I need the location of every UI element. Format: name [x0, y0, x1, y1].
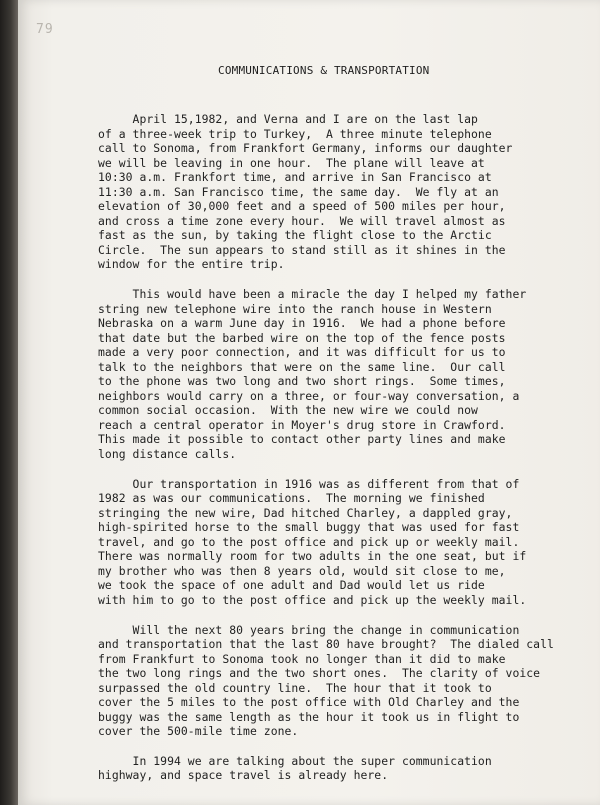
text-line: Nebraska on a warm June day in 1916. We had a phone before — [98, 316, 506, 331]
text-line: reach a central operator in Moyer's drug store in Crawford. — [98, 417, 506, 432]
page-title: COMMUNICATIONS & TRANSPORTATION — [218, 64, 430, 77]
text-line: we will be leaving in one hour. The plane will leave at — [98, 155, 485, 170]
text-line: There was normally room for two adults in the one seat, but if — [98, 549, 527, 564]
paragraph-5 — [98, 754, 598, 783]
text-line: that date but the barbed wire on the top of the fence posts — [98, 330, 506, 345]
text-line: neighbors would carry on a three, or four-way conversation, a — [98, 388, 520, 403]
text-line: buggy was the same length as the hour it took us in flight to — [98, 709, 520, 724]
document-page — [18, 0, 600, 805]
book-gutter — [0, 0, 18, 805]
text-line: travel, and go to the post office and pick up or weekly mail. — [98, 534, 520, 549]
text-line: from Frankfurt to Sonoma took no longer than it did to make — [98, 651, 506, 666]
text-line: This made it possible to contact other party lines and make — [98, 432, 506, 447]
text-line: talk to the neighbors that were on the same line. Our call — [98, 359, 506, 374]
text-line: my brother who was then 8 years old, would sit close to me, — [98, 563, 506, 578]
text-line: April 15,1982, and Verna and I are on the last lap — [98, 112, 478, 126]
text-line: surpassed the old country line. The hour that it took to — [98, 680, 492, 695]
text-line: the two long rings and the two short ones. The clarity of voice — [98, 666, 541, 681]
text-line: and cross a time zone every hour. We will travel almost as — [98, 213, 506, 228]
text-line: we took the space of one adult and Dad would let us ride — [98, 578, 485, 593]
text-line: 10:30 a.m. Frankfort time, and arrive in San Francisco at — [98, 170, 492, 185]
text-line: with him to go to the post office and pick up the weekly mail. — [98, 592, 527, 607]
text-line: and transportation that the last 80 have brought? The dialed call — [98, 637, 554, 652]
paragraph-2 — [98, 287, 598, 462]
body-text — [98, 112, 598, 798]
text-line: 11:30 a.m. San Francisco time, the same day. We fly at an — [98, 184, 499, 199]
text-line: window for the entire trip. — [98, 257, 285, 272]
text-line: elevation of 30,000 feet and a speed of 500 miles per hour, — [98, 199, 506, 214]
paragraph-4 — [98, 623, 598, 739]
text-line: of a three-week trip to Turkey, A three minute telephone — [98, 126, 492, 141]
text-line: call to Sonoma, from Frankfort Germany, informs our daughter — [98, 141, 513, 156]
text-line: string new telephone wire into the ranch house in Western — [98, 301, 492, 316]
text-line: cover the 500-mile time zone. — [98, 724, 299, 739]
text-line: common social occasion. With the new wire we could now — [98, 403, 478, 418]
text-line: Will the next 80 years bring the change in communication — [98, 622, 520, 637]
text-line: This would have been a miracle the day I helped my father — [98, 287, 527, 302]
text-line: fast as the sun, by taking the flight close to the Arctic — [98, 228, 492, 243]
text-line: stringing the new wire, Dad hitched Charley, a dappled gray, — [98, 505, 513, 520]
text-line: highway, and space travel is already here. — [98, 768, 389, 783]
paragraph-1 — [98, 112, 598, 272]
text-line: cover the 5 miles to the post office with Old Charley and the — [98, 695, 520, 710]
text-line: 1982 as was our communications. The morning we finished — [98, 491, 485, 506]
text-line: high-spirited horse to the small buggy that was used for fast — [98, 520, 520, 535]
page-number: 79 — [36, 22, 54, 37]
text-line: Circle. The sun appears to stand still as it shines in the — [98, 242, 506, 257]
text-line: long distance calls. — [98, 447, 237, 462]
text-line: Our transportation in 1916 was as different from that of — [98, 476, 520, 491]
paragraph-3 — [98, 477, 598, 608]
text-line: In 1994 we are talking about the super communication — [98, 753, 492, 768]
text-line: to the phone was two long and two short rings. Some times, — [98, 374, 506, 389]
text-line: made a very poor connection, and it was difficult for us to — [98, 345, 506, 360]
